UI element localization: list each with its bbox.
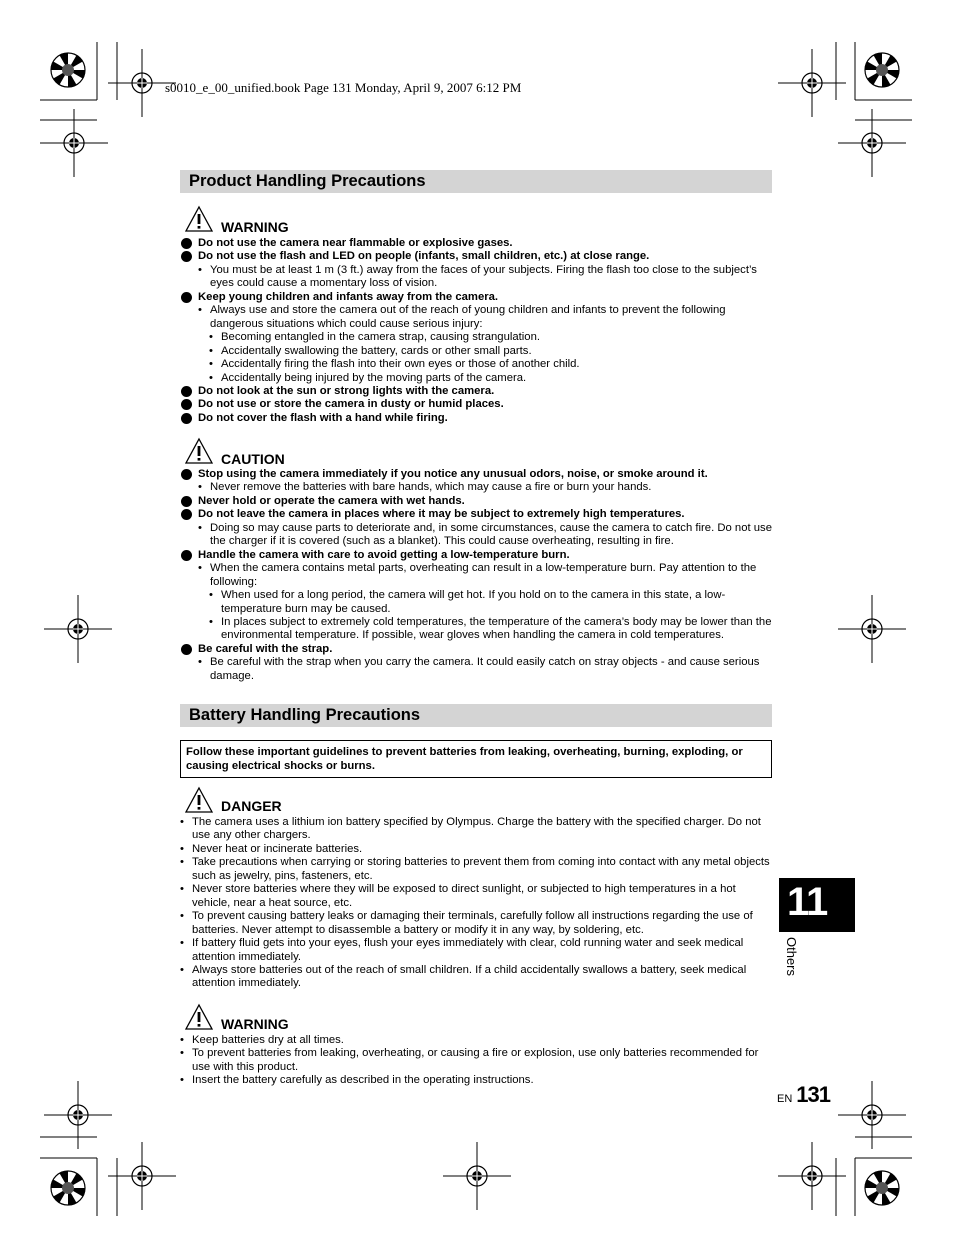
bullet-item <box>180 412 776 425</box>
sub-item-text: Doing so may cause parts to deteriorate and, in some circumstances, cause the camera to catch fire. Do not use the charger if it is covered (such as a blanket). This could cause overheating, resulting in fire. <box>210 521 772 548</box>
bullet-item-text: Do not use the camera near flammable or explosive gases. <box>198 237 513 249</box>
bullet-item-text: Handle the camera with care to avoid getting a low-temperature burn. <box>198 548 570 561</box>
bullet-dot-icon <box>181 386 192 397</box>
danger-triangle-icon <box>184 786 214 814</box>
sub-item <box>180 562 776 589</box>
bullet-dot-icon <box>181 550 192 561</box>
bullet-item-text: Stop using the camera immediately if you notice any unusual odors, noise, or smoke around it. <box>198 468 708 480</box>
page-number-footer <box>777 1082 830 1108</box>
sub-item <box>180 656 776 683</box>
bullet-item <box>180 237 776 250</box>
bullet-icon: • <box>180 842 184 855</box>
page-number: 131 <box>796 1082 830 1107</box>
list-item <box>180 937 776 964</box>
list-item-text: Always store batteries out of the reach of small children. If a child accidentally swallows a battery, seek medical attention immediately. <box>192 963 747 990</box>
sub-item-text: You must be at least 1 m (3 ft.) away from the faces of your subjects. Firing the flash too close to the subject’s eyes could cause a momentary loss of vision. <box>210 263 757 290</box>
list-item <box>180 1047 776 1074</box>
section-title: Battery Handling Precautions <box>189 706 421 724</box>
section-heading-battery-handling <box>180 704 772 727</box>
warning-label: WARNING <box>221 219 289 235</box>
bullet-dot-icon <box>181 238 192 249</box>
sub-sub-item-text: In places subject to extremely cold temperatures, the temperature of the camera’s body may be lower than the environmental temperature. If possible, wear gloves when handling the camera in cold temperatures. <box>221 615 772 642</box>
sub-sub-item-text: When used for a long period, the camera will get hot. If you hold on to the camera in this state, a low-temperature burn may be caused. <box>221 589 726 615</box>
bullet-icon: • <box>209 358 213 371</box>
bullet-dot-icon <box>181 399 192 410</box>
battery-warning-list <box>180 1034 776 1088</box>
danger-label: DANGER <box>221 798 282 814</box>
list-item-text: Never store batteries where they will be exposed to direct sunlight, or subjected to high temperatures in a hot vehicle, near a heat source, etc. <box>192 883 736 909</box>
bullet-item-text: Do not look at the sun or strong lights with the camera. <box>198 384 495 397</box>
bullet-icon: • <box>209 371 213 384</box>
bullet-item <box>180 398 776 411</box>
sub-item-text: When the camera contains metal parts, overheating can result in a low-temperature burn. Pay attention to the following: <box>210 562 757 588</box>
bullet-icon: • <box>198 263 202 276</box>
bullet-item <box>180 643 776 656</box>
list-item-text: Insert the battery carefully as described in the operating instructions. <box>192 1074 534 1087</box>
sub-item <box>180 264 776 291</box>
bullet-icon: • <box>180 1034 184 1046</box>
bullet-dot-icon <box>181 496 192 507</box>
warning-triangle-icon <box>184 205 214 233</box>
bullet-icon: • <box>180 883 184 896</box>
bullet-item <box>180 250 776 263</box>
bullet-item-text: Keep young children and infants away from the camera. <box>198 290 499 303</box>
sub-item-text: Be careful with the strap when you carry the camera. It could easily catch on stray objects - and cause serious damage. <box>210 656 760 682</box>
bullet-dot-icon <box>181 292 192 303</box>
sub-item-text: Never remove the batteries with bare hands, which may cause a fire or burn your hands. <box>210 481 652 494</box>
warning-label: WARNING <box>221 1016 289 1032</box>
language-code: EN <box>777 1093 793 1105</box>
list-item-text: To prevent causing battery leaks or damaging their terminals, carefully follow all instructions regarding the use of batteries. Never attempt to disassemble a battery or modify it in any way, by soldering, etc. <box>192 910 753 936</box>
sub-sub-item-text: Accidentally firing the flash into their own eyes or those of another child. <box>221 358 580 371</box>
sub-sub-item <box>180 589 776 616</box>
list-item-text: To prevent batteries from leaking, overheating, or causing a fire or explosion, use only batteries recommended for use with this product. <box>192 1047 759 1073</box>
bullet-item-text: Be careful with the strap. <box>198 642 333 655</box>
bullet-item-text: Do not use the flash and LED on people (infants, small children, etc.) at close range. <box>198 250 650 263</box>
list-item-text: Keep batteries dry at all times. <box>192 1034 344 1046</box>
bullet-dot-icon <box>181 644 192 655</box>
bullet-icon: • <box>180 1047 184 1060</box>
sub-sub-item-text: Becoming entangled in the camera strap, causing strangulation. <box>221 331 541 344</box>
bullet-item <box>180 291 776 304</box>
bullet-item-text: Do not leave the camera in places where it may be subject to extremely high temperatures. <box>198 508 685 521</box>
bullet-item <box>180 495 776 508</box>
bullet-icon: • <box>198 562 202 575</box>
battery-danger-list <box>180 816 776 991</box>
list-item-text: Take precautions when carrying or storing batteries to prevent them from coming into contact with any metal objects such as jewelry, pins, fasteners, etc. <box>192 856 770 882</box>
bullet-item-text: Do not use or store the camera in dusty or humid places. <box>198 398 504 411</box>
battery-notice-box <box>180 740 772 778</box>
chapter-label: Others <box>784 937 799 977</box>
sub-item <box>180 522 776 549</box>
bullet-icon: • <box>198 521 202 534</box>
book-header-line: s0010_e_00_unified.book Page 131 Monday, April 9, 2007 6:12 PM <box>165 80 522 95</box>
bullet-item-text: Never hold or operate the camera with wet hands. <box>198 494 465 507</box>
list-item <box>180 964 776 991</box>
sub-sub-item <box>180 345 776 358</box>
bullet-icon: • <box>198 481 202 494</box>
bullet-icon: • <box>180 816 184 828</box>
section-title: Product Handling Precautions <box>189 172 426 190</box>
bullet-icon: • <box>180 963 184 976</box>
sub-sub-item <box>180 331 776 344</box>
bullet-item <box>180 468 776 481</box>
bullet-icon: • <box>209 331 213 344</box>
product-warning-list <box>180 237 776 425</box>
bullet-item <box>180 549 776 562</box>
list-item <box>180 910 776 937</box>
list-item <box>180 843 776 856</box>
section-heading-product-handling <box>180 170 772 193</box>
list-item <box>180 856 776 883</box>
bullet-icon: • <box>198 656 202 669</box>
bullet-dot-icon <box>181 509 192 520</box>
list-item <box>180 816 776 843</box>
list-item-text: If battery fluid gets into your eyes, flush your eyes immediately with clear, cold running water and seek medical attention immediately. <box>192 937 744 963</box>
bullet-icon: • <box>209 344 213 357</box>
bullet-item <box>180 385 776 398</box>
battery-notice-text: Follow these important guidelines to prevent batteries from leaking, overheating, burning, exploding, or causing electrical shocks or burns. <box>186 746 743 772</box>
sub-sub-item-text: Accidentally swallowing the battery, cards or other small parts. <box>221 344 532 357</box>
bullet-item-text: Do not cover the flash with a hand while firing. <box>198 411 448 424</box>
bullet-icon: • <box>180 937 184 950</box>
bullet-dot-icon <box>181 251 192 262</box>
product-caution-list <box>180 468 776 683</box>
sub-sub-item <box>180 372 776 385</box>
list-item <box>180 1034 776 1047</box>
sub-item-text: Always use and store the camera out of the reach of young children and infants to prevent the following dangerous situations which could cause serious injury: <box>210 304 726 330</box>
chapter-number: 11 <box>787 880 828 924</box>
list-item-text: Never heat or incinerate batteries. <box>192 842 363 855</box>
sub-sub-item <box>180 616 776 643</box>
list-item <box>180 883 776 910</box>
warning-triangle-icon <box>184 1003 214 1031</box>
sub-item <box>180 481 776 494</box>
bullet-dot-icon <box>181 413 192 424</box>
list-item <box>180 1074 776 1087</box>
bullet-icon: • <box>198 304 202 317</box>
bullet-item <box>180 508 776 521</box>
bullet-icon: • <box>209 589 213 602</box>
sub-item <box>180 304 776 331</box>
sub-sub-item-text: Accidentally being injured by the moving parts of the camera. <box>221 371 527 384</box>
chapter-tab <box>779 878 855 932</box>
bullet-icon: • <box>209 615 213 628</box>
bullet-icon: • <box>180 1074 184 1087</box>
bullet-icon: • <box>180 910 184 923</box>
caution-triangle-icon <box>184 437 214 465</box>
bullet-dot-icon <box>181 469 192 480</box>
sub-sub-item <box>180 358 776 371</box>
bullet-icon: • <box>180 856 184 869</box>
caution-label: CAUTION <box>221 451 285 467</box>
list-item-text: The camera uses a lithium ion battery specified by Olympus. Charge the battery with the specified charger. Do not use any other chargers. <box>192 816 761 842</box>
